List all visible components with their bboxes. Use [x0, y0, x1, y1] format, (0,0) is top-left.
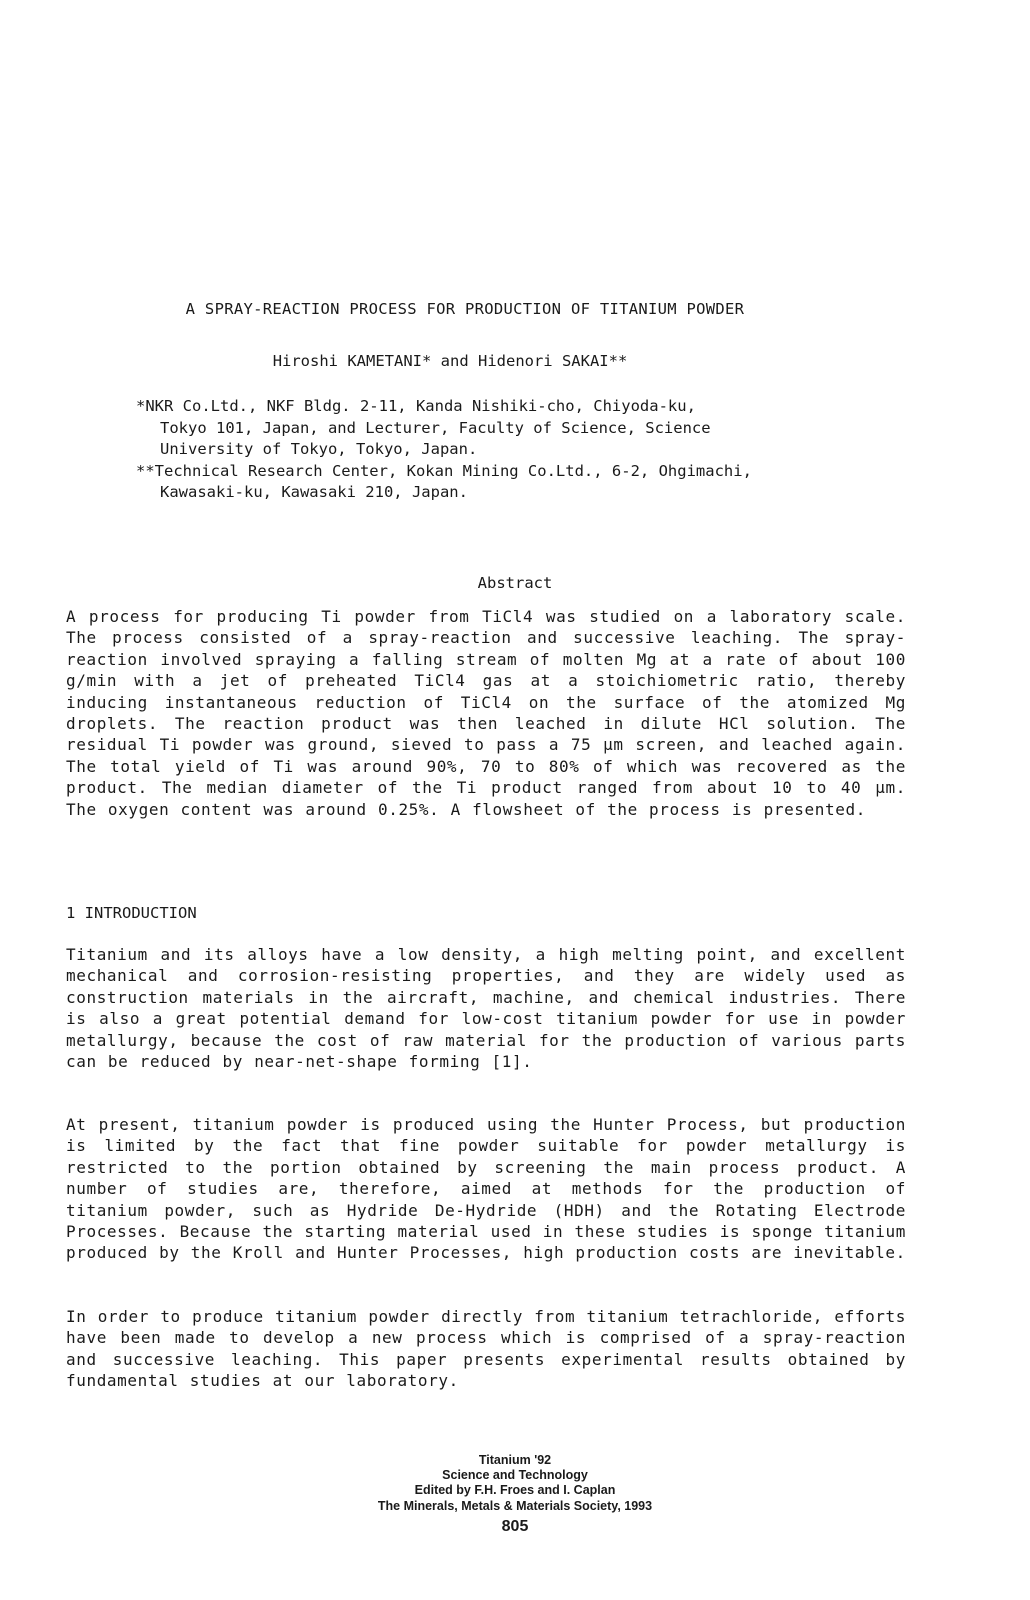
- affiliation-line: University of Tokyo, Tokyo, Japan.: [160, 440, 478, 458]
- footer-line: Edited by F.H. Froes and I. Caplan: [414, 1483, 616, 1498]
- affiliation-line: **Technical Research Center, Kokan Mining Co.Ltd., 6-2, Ohgimachi,: [136, 461, 752, 480]
- intro-paragraph: At present, titanium powder is produced using the Hunter Process, but production is limited by the fact that fine powder suitable for powder metallurgy is restricted to the portion obtained by screening the main process product. A number of studies are, therefore, aimed at methods for the production of titanium powder, such as Hydride De-Hydride (HDH) and the Rotating Electrode Processes. Because the starting material used in these studies is sponge titanium produced by the Kroll and Hunter Processes, high production costs are inevitable.: [66, 1115, 906, 1263]
- footer-line: The Minerals, Metals & Materials Society, 1993: [377, 1498, 653, 1513]
- section-heading-introduction: 1 INTRODUCTION: [66, 904, 197, 922]
- abstract-text: A process for producing Ti powder from TiCl4 was studied on a laboratory scale. The process consisted of a spray-reaction and successive leaching. The spray-reaction involved spraying a falling stream of molten Mg at a rate of about 100 g/min with a jet of preheated TiCl4 gas at a stoichiometric ratio, thereby inducing instantaneous reduction of TiCl4 on the surface of the atomized Mg droplets. The reaction product was then leached in dilute HCl solution. The residual Ti powder was ground, sieved to pass a 75 µm screen, and leached again. The total yield of Ti was around 90%, 70 to 80% of which was recovered as the product. The median diameter of the Ti product ranged from about 10 to 40 µm. The oxygen content was around 0.25%. A flowsheet of the process is presented.: [66, 607, 906, 819]
- affiliations: [136, 396, 916, 504]
- footer-line: Science and Technology: [442, 1468, 588, 1483]
- intro-paragraph: In order to produce titanium powder directly from titanium tetrachloride, efforts have been made to develop a new process which is comprised of a spray-reaction and successive leaching. This paper presents experimental results obtained by fundamental studies at our laboratory.: [66, 1307, 906, 1391]
- affiliation-line: Kawasaki-ku, Kawasaki 210, Japan.: [160, 483, 468, 501]
- abstract-heading: Abstract: [477, 574, 553, 592]
- affiliation-line: Tokyo 101, Japan, and Lecturer, Faculty of Science, Science: [160, 418, 711, 437]
- affiliation-line: *NKR Co.Ltd., NKF Bldg. 2-11, Kanda Nishiki-cho, Chiyoda-ku,: [136, 397, 696, 415]
- publication-footer: [0, 1453, 1030, 1514]
- intro-paragraph: Titanium and its alloys have a low density, a high melting point, and excellent mechanical and corrosion-resisting properties, and they are widely used as construction materials in the aircraft, machine, and chemical industries. There is also a great potential demand for low-cost titanium powder for use in powder metallurgy, because the cost of raw material for the production of various parts can be reduced by near-net-shape forming [1].: [66, 945, 906, 1072]
- page-number: 805: [501, 1518, 529, 1535]
- footer-line: Titanium '92: [478, 1453, 552, 1467]
- author-line: Hiroshi KAMETANI* and Hidenori SAKAI**: [272, 352, 628, 370]
- paper-title: A SPRAY-REACTION PROCESS FOR PRODUCTION OF TITANIUM POWDER: [185, 300, 745, 318]
